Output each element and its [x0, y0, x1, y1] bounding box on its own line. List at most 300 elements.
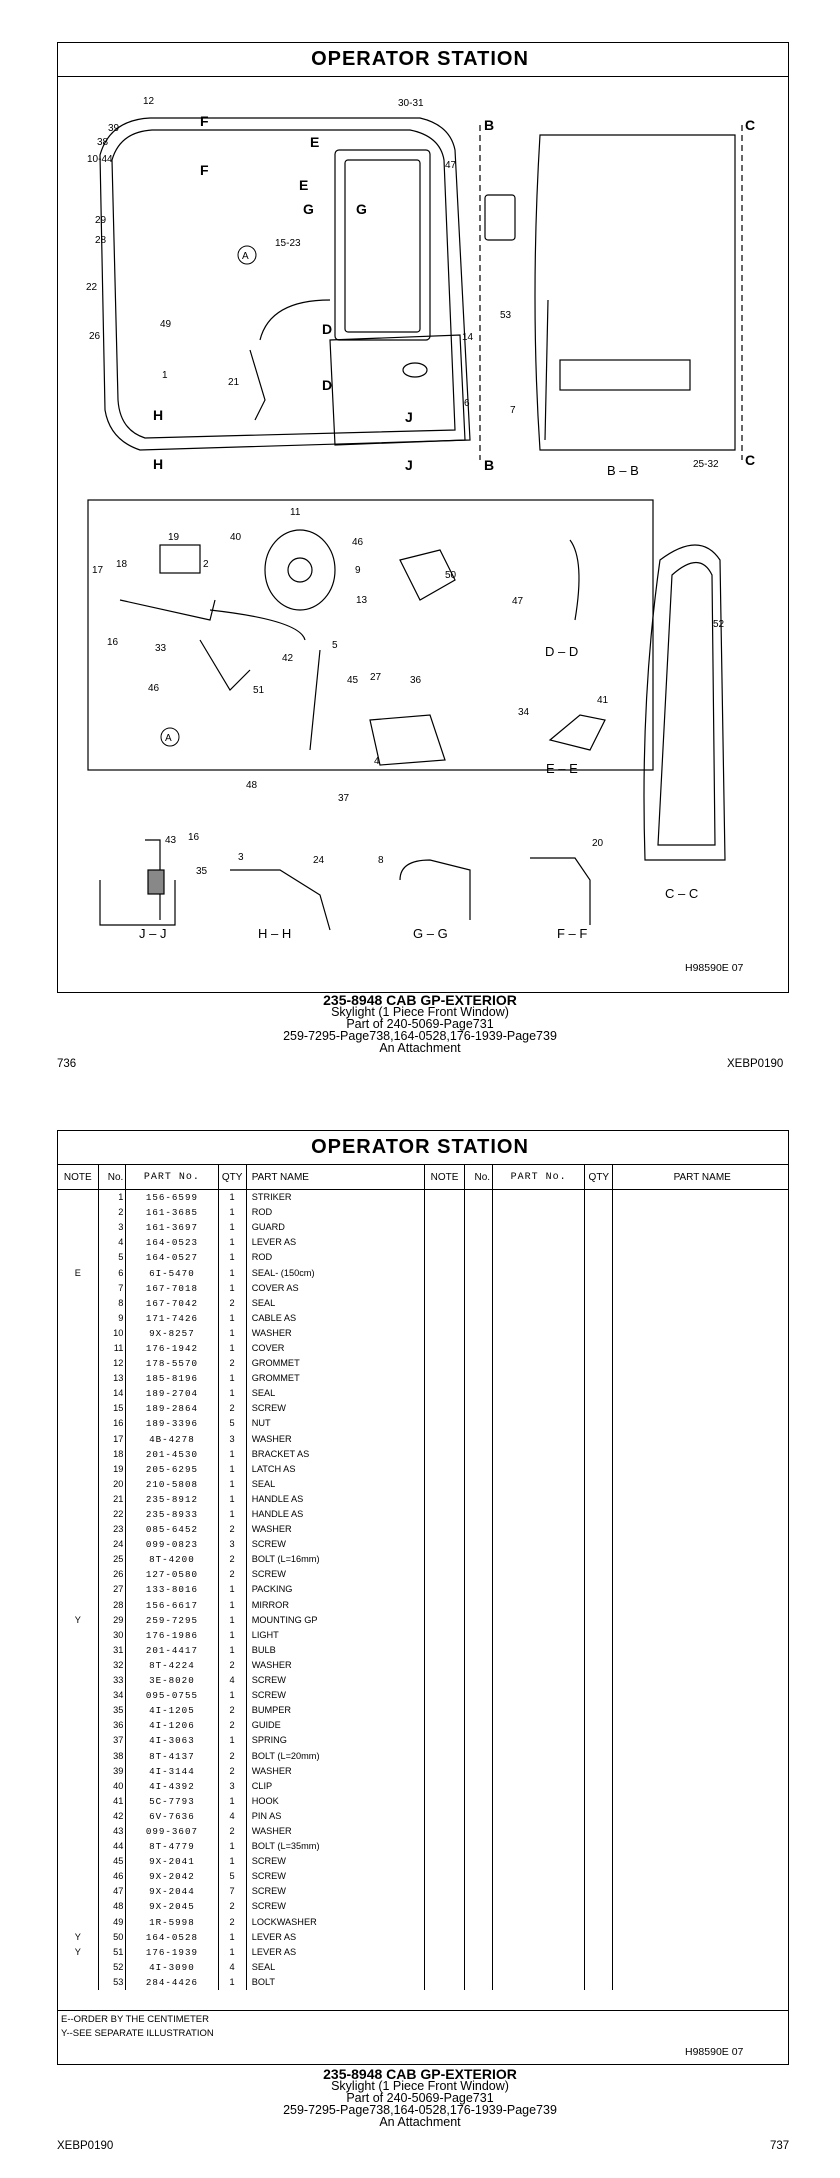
svg-text:19: 19	[168, 532, 180, 543]
svg-text:D: D	[322, 377, 333, 393]
cell-empty	[613, 1733, 789, 1748]
svg-text:8: 8	[378, 855, 384, 866]
cell-part-no: 8T-4779	[126, 1839, 218, 1854]
cell-part-no: 201-4417	[126, 1643, 218, 1658]
cell-qty: 2	[218, 1915, 246, 1930]
cell-qty: 1	[218, 1507, 246, 1522]
cell-empty	[465, 1235, 493, 1250]
cell-empty	[424, 1462, 465, 1477]
cell-no: 35	[98, 1703, 126, 1718]
cell-no: 4	[98, 1235, 126, 1250]
cell-qty: 1	[218, 1326, 246, 1341]
cell-qty: 1	[218, 1628, 246, 1643]
cell-empty	[465, 1492, 493, 1507]
svg-text:33: 33	[155, 643, 167, 654]
cell-empty	[465, 1598, 493, 1613]
cell-no: 5	[98, 1250, 126, 1265]
cell-empty	[424, 1567, 465, 1582]
cell-empty	[585, 1628, 613, 1643]
cell-qty: 2	[218, 1522, 246, 1537]
cell-empty	[585, 1281, 613, 1296]
caption-line-4: 259-7295-Page738,164-0528,176-1939-Page739	[283, 1029, 557, 1043]
cell-empty	[493, 1688, 585, 1703]
svg-text:11: 11	[290, 507, 301, 518]
callout-labels	[86, 96, 725, 877]
page-number-left-2: XEBP0190	[57, 2140, 114, 2152]
cell-empty	[424, 1960, 465, 1975]
cell-note	[58, 1764, 99, 1779]
cell-part-no: 161-3685	[126, 1205, 218, 1220]
cell-no: 13	[98, 1371, 126, 1386]
svg-text:21: 21	[228, 377, 240, 388]
cell-empty	[585, 1764, 613, 1779]
cell-no: 31	[98, 1643, 126, 1658]
cell-no: 12	[98, 1356, 126, 1371]
svg-text:38: 38	[97, 137, 109, 148]
cell-part-name: BRACKET AS	[246, 1447, 424, 1462]
cell-empty	[465, 1975, 493, 1990]
svg-text:40: 40	[230, 532, 242, 543]
cell-empty	[465, 1960, 493, 1975]
svg-text:3: 3	[238, 852, 244, 863]
cell-empty	[465, 1869, 493, 1884]
cell-note	[58, 1658, 99, 1673]
cell-note	[58, 1733, 99, 1748]
cell-empty	[585, 1884, 613, 1899]
cell-empty	[424, 1733, 465, 1748]
cell-empty	[493, 1884, 585, 1899]
cell-empty	[493, 1205, 585, 1220]
cell-no: 15	[98, 1401, 126, 1416]
cell-empty	[424, 1854, 465, 1869]
cell-no: 27	[98, 1582, 126, 1597]
cell-qty: 1	[218, 1613, 246, 1628]
cell-note	[58, 1960, 99, 1975]
cell-no: 2	[98, 1205, 126, 1220]
header-part-no-2: PART No.	[493, 1165, 585, 1190]
cell-empty	[465, 1477, 493, 1492]
cell-empty	[493, 1462, 585, 1477]
cell-empty	[613, 1673, 789, 1688]
cell-empty	[493, 1794, 585, 1809]
cell-empty	[613, 1552, 789, 1567]
cell-note	[58, 1975, 99, 1990]
cell-part-name: NUT	[246, 1416, 424, 1431]
cell-qty: 2	[218, 1296, 246, 1311]
cell-note	[58, 1582, 99, 1597]
cell-part-no: 185-8196	[126, 1371, 218, 1386]
cell-empty	[585, 1945, 613, 1960]
cell-note	[58, 1416, 99, 1431]
cell-qty: 2	[218, 1658, 246, 1673]
cell-empty	[613, 1356, 789, 1371]
cell-part-name: CABLE AS	[246, 1311, 424, 1326]
svg-text:45: 45	[347, 675, 359, 686]
cell-empty	[424, 1522, 465, 1537]
cell-empty	[585, 1930, 613, 1945]
cell-empty	[465, 1628, 493, 1643]
cell-qty: 1	[218, 1190, 246, 1206]
cell-empty	[465, 1733, 493, 1748]
cell-empty	[465, 1341, 493, 1356]
cell-note	[58, 1794, 99, 1809]
svg-text:26: 26	[89, 331, 101, 342]
cell-empty	[424, 1220, 465, 1235]
cell-empty	[613, 1220, 789, 1235]
cell-empty	[613, 1416, 789, 1431]
cell-part-name: PACKING	[246, 1582, 424, 1597]
cell-empty	[424, 1326, 465, 1341]
cell-part-no: 171-7426	[126, 1311, 218, 1326]
table-row	[58, 1220, 789, 1235]
page-number-left: 736	[57, 1058, 77, 1070]
cell-empty	[493, 1341, 585, 1356]
svg-text:16: 16	[107, 637, 119, 648]
table-row	[58, 1432, 789, 1447]
cell-empty	[465, 1899, 493, 1914]
cell-empty	[465, 1930, 493, 1945]
table-row	[58, 1718, 789, 1733]
cell-empty	[493, 1930, 585, 1945]
cell-part-no: 210-5808	[126, 1477, 218, 1492]
cell-empty	[493, 1975, 585, 1990]
cell-empty	[585, 1869, 613, 1884]
cell-empty	[465, 1250, 493, 1265]
cell-empty	[424, 1416, 465, 1431]
table-row	[58, 1296, 789, 1311]
cell-note	[58, 1296, 99, 1311]
cell-empty	[424, 1507, 465, 1522]
cell-empty	[585, 1190, 613, 1206]
table-row	[58, 1854, 789, 1869]
cell-empty	[424, 1643, 465, 1658]
cell-empty	[585, 1733, 613, 1748]
cell-note	[58, 1235, 99, 1250]
cell-qty: 1	[218, 1688, 246, 1703]
cell-empty	[585, 1371, 613, 1386]
cell-part-no: 085-6452	[126, 1522, 218, 1537]
header-qty-2: QTY	[585, 1165, 613, 1190]
cell-no: 17	[98, 1432, 126, 1447]
cell-empty	[613, 1899, 789, 1914]
cell-empty	[613, 1839, 789, 1854]
cell-empty	[424, 1703, 465, 1718]
table-row	[58, 1205, 789, 1220]
svg-text:10-44: 10-44	[87, 154, 113, 165]
svg-text:47: 47	[445, 160, 457, 171]
table-row	[58, 1582, 789, 1597]
cell-empty	[585, 1613, 613, 1628]
cell-empty	[613, 1537, 789, 1552]
cell-part-no: 9X-2044	[126, 1884, 218, 1899]
cell-empty	[585, 1462, 613, 1477]
cell-qty: 1	[218, 1733, 246, 1748]
table-row	[58, 1265, 789, 1280]
cell-empty	[424, 1477, 465, 1492]
cell-empty	[493, 1265, 585, 1280]
table-row	[58, 1930, 789, 1945]
cell-part-no: 189-2704	[126, 1386, 218, 1401]
cell-no: 26	[98, 1567, 126, 1582]
table-row	[58, 1341, 789, 1356]
cell-empty	[613, 1718, 789, 1733]
cell-empty	[465, 1296, 493, 1311]
table-row	[58, 1794, 789, 1809]
cell-qty: 3	[218, 1432, 246, 1447]
svg-text:H – H: H – H	[258, 926, 292, 941]
cell-note	[58, 1507, 99, 1522]
cell-empty	[465, 1673, 493, 1688]
cell-part-name: LIGHT	[246, 1628, 424, 1643]
table-row	[58, 1748, 789, 1763]
cell-no: 37	[98, 1733, 126, 1748]
cell-empty	[424, 1265, 465, 1280]
cell-part-no: 8T-4137	[126, 1748, 218, 1763]
cell-no: 16	[98, 1416, 126, 1431]
note-e: E--ORDER BY THE CENTIMETER	[61, 2014, 209, 2025]
cell-empty	[493, 1235, 585, 1250]
cell-qty: 1	[218, 1265, 246, 1280]
svg-text:43: 43	[165, 835, 177, 846]
cell-empty	[424, 1281, 465, 1296]
cell-empty	[424, 1401, 465, 1416]
table-row	[58, 1235, 789, 1250]
cell-empty	[424, 1371, 465, 1386]
cell-part-name: WASHER	[246, 1658, 424, 1673]
svg-text:C – C: C – C	[665, 886, 699, 901]
cell-part-name: SEAL- (150cm)	[246, 1265, 424, 1280]
cell-empty	[585, 1552, 613, 1567]
table-row	[58, 1462, 789, 1477]
cell-empty	[465, 1658, 493, 1673]
cell-empty	[613, 1658, 789, 1673]
cell-empty	[493, 1522, 585, 1537]
cell-empty	[465, 1447, 493, 1462]
cell-empty	[585, 1673, 613, 1688]
cell-part-no: 4I-4392	[126, 1779, 218, 1794]
table-row	[58, 1628, 789, 1643]
cell-empty	[465, 1824, 493, 1839]
cell-empty	[585, 1839, 613, 1854]
cell-part-no: 156-6599	[126, 1190, 218, 1206]
cell-part-name: GUARD	[246, 1220, 424, 1235]
cell-no: 3	[98, 1220, 126, 1235]
table-row	[58, 1416, 789, 1431]
cell-empty	[465, 1884, 493, 1899]
cell-no: 41	[98, 1794, 126, 1809]
cell-part-name: WASHER	[246, 1764, 424, 1779]
cell-empty	[465, 1748, 493, 1763]
cell-part-name: MOUNTING GP	[246, 1613, 424, 1628]
cell-empty	[613, 1930, 789, 1945]
svg-text:27: 27	[370, 672, 382, 683]
cell-no: 38	[98, 1748, 126, 1763]
cell-empty	[493, 1492, 585, 1507]
cell-empty	[585, 1326, 613, 1341]
cell-empty	[613, 1809, 789, 1824]
cell-part-name: WASHER	[246, 1824, 424, 1839]
cell-empty	[585, 1311, 613, 1326]
cell-no: 42	[98, 1809, 126, 1824]
cell-empty	[424, 1537, 465, 1552]
cell-qty: 1	[218, 1341, 246, 1356]
cell-empty	[585, 1296, 613, 1311]
header-no-2: No.	[465, 1165, 493, 1190]
cell-part-no: 259-7295	[126, 1613, 218, 1628]
table-row	[58, 1658, 789, 1673]
cell-part-no: 8T-4200	[126, 1552, 218, 1567]
cell-no: 34	[98, 1688, 126, 1703]
cell-empty	[493, 1899, 585, 1914]
cell-part-name: LEVER AS	[246, 1945, 424, 1960]
cell-empty	[493, 1643, 585, 1658]
cell-empty	[585, 1567, 613, 1582]
cell-part-no: 284-4426	[126, 1975, 218, 1990]
svg-text:12: 12	[143, 96, 155, 107]
note-y: Y--SEE SEPARATE ILLUSTRATION	[61, 2028, 214, 2039]
svg-text:9: 9	[355, 565, 361, 576]
table-row	[58, 1779, 789, 1794]
cell-empty	[424, 1598, 465, 1613]
cell-qty: 1	[218, 1930, 246, 1945]
cell-part-no: 127-0580	[126, 1567, 218, 1582]
svg-text:G: G	[303, 201, 314, 217]
cell-empty	[465, 1945, 493, 1960]
cell-empty	[613, 1628, 789, 1643]
svg-text:5: 5	[332, 640, 338, 651]
table-row	[58, 1447, 789, 1462]
cell-part-name: LEVER AS	[246, 1930, 424, 1945]
cell-part-name: SCREW	[246, 1869, 424, 1884]
svg-text:J: J	[405, 409, 413, 425]
table-row	[58, 1643, 789, 1658]
table-row	[58, 1915, 789, 1930]
parts-figure-ref: H98590E 07	[685, 2046, 744, 2058]
cell-empty	[424, 1779, 465, 1794]
cell-empty	[493, 1733, 585, 1748]
cell-empty	[585, 1960, 613, 1975]
svg-text:50: 50	[445, 570, 457, 581]
cell-empty	[424, 1915, 465, 1930]
cell-part-name: COVER AS	[246, 1281, 424, 1296]
cell-empty	[493, 1703, 585, 1718]
cell-empty	[465, 1386, 493, 1401]
cell-empty	[493, 1477, 585, 1492]
cell-empty	[585, 1643, 613, 1658]
table-row	[58, 1326, 789, 1341]
cell-empty	[585, 1432, 613, 1447]
svg-text:B: B	[484, 117, 495, 133]
table-row	[58, 1764, 789, 1779]
table-row	[58, 1869, 789, 1884]
svg-text:53: 53	[500, 310, 512, 321]
cell-empty	[493, 1507, 585, 1522]
svg-text:47: 47	[512, 596, 524, 607]
cell-empty	[424, 1235, 465, 1250]
cell-qty: 2	[218, 1764, 246, 1779]
cell-part-no: 3E-8020	[126, 1673, 218, 1688]
cell-empty	[465, 1205, 493, 1220]
cell-empty	[424, 1628, 465, 1643]
cell-empty	[424, 1552, 465, 1567]
cell-empty	[613, 1643, 789, 1658]
cell-part-no: 9X-8257	[126, 1326, 218, 1341]
svg-text:52: 52	[713, 619, 725, 630]
cell-qty: 2	[218, 1899, 246, 1914]
cell-no: 28	[98, 1598, 126, 1613]
cell-part-no: 4B-4278	[126, 1432, 218, 1447]
cell-empty	[585, 1809, 613, 1824]
header-note-2: NOTE	[424, 1165, 465, 1190]
svg-text:F: F	[200, 113, 209, 129]
cell-qty: 1	[218, 1447, 246, 1462]
cell-qty: 1	[218, 1643, 246, 1658]
cell-part-no: 235-8912	[126, 1492, 218, 1507]
table-row	[58, 1356, 789, 1371]
cell-empty	[613, 1281, 789, 1296]
cell-part-no: 133-8016	[126, 1582, 218, 1597]
cell-qty: 1	[218, 1945, 246, 1960]
parts-caption-block	[0, 2068, 840, 2128]
cell-note	[58, 1703, 99, 1718]
cell-part-name: SCREW	[246, 1899, 424, 1914]
cell-part-name: WASHER	[246, 1432, 424, 1447]
cell-part-name: ROD	[246, 1205, 424, 1220]
cell-part-no: 178-5570	[126, 1356, 218, 1371]
cell-empty	[424, 1447, 465, 1462]
cell-note	[58, 1401, 99, 1416]
cell-empty	[493, 1582, 585, 1597]
cell-part-name: BUMPER	[246, 1703, 424, 1718]
page-number-right-2: 737	[770, 2140, 790, 2152]
cell-empty	[585, 1703, 613, 1718]
cell-empty	[465, 1265, 493, 1280]
cell-part-name: SCREW	[246, 1688, 424, 1703]
cell-empty	[613, 1764, 789, 1779]
table-row	[58, 1733, 789, 1748]
svg-text:30-31: 30-31	[398, 98, 424, 109]
caption-line-3: Part of 240-5069-Page731	[346, 1017, 494, 1031]
cell-empty	[493, 1386, 585, 1401]
cell-part-name: PIN AS	[246, 1809, 424, 1824]
cell-part-name: SEAL	[246, 1960, 424, 1975]
cell-part-name: SEAL	[246, 1386, 424, 1401]
table-row	[58, 1703, 789, 1718]
cell-empty	[493, 1748, 585, 1763]
cell-empty	[493, 1869, 585, 1884]
cell-no: 47	[98, 1884, 126, 1899]
cell-empty	[424, 1824, 465, 1839]
cell-empty	[465, 1703, 493, 1718]
cell-no: 36	[98, 1718, 126, 1733]
cell-part-name: HANDLE AS	[246, 1507, 424, 1522]
table-row	[58, 1401, 789, 1416]
cell-empty	[613, 1326, 789, 1341]
cell-empty	[585, 1658, 613, 1673]
cell-part-no: 9X-2045	[126, 1899, 218, 1914]
cell-note: E	[58, 1265, 99, 1280]
cell-part-no: 167-7018	[126, 1281, 218, 1296]
cell-empty	[493, 1598, 585, 1613]
cell-part-name: SPRING	[246, 1733, 424, 1748]
cell-note	[58, 1220, 99, 1235]
cell-part-name: MIRROR	[246, 1598, 424, 1613]
cell-qty: 1	[218, 1311, 246, 1326]
cell-empty	[493, 1552, 585, 1567]
cell-empty	[613, 1386, 789, 1401]
caption-main: 235-8948 CAB GP-EXTERIOR	[323, 992, 517, 1008]
cell-empty	[585, 1386, 613, 1401]
